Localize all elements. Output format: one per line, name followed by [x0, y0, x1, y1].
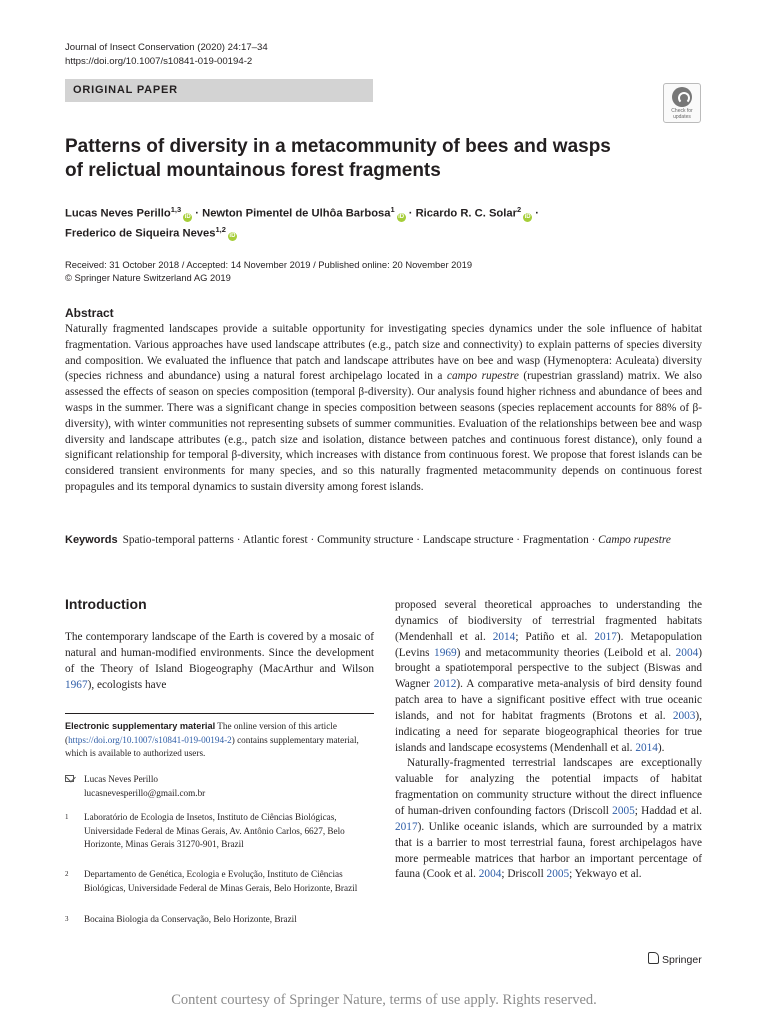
citation-link[interactable]: 2004 [675, 646, 699, 659]
citation-link[interactable]: 1967 [65, 678, 88, 691]
citation-link[interactable]: 2017 [395, 820, 418, 833]
check-updates-icon [672, 87, 692, 107]
doi-link[interactable]: https://doi.org/10.1007/s10841-019-00194-2 [65, 56, 253, 67]
journal-info [65, 41, 268, 69]
paragraph [395, 598, 702, 756]
keywords-label: Keywords [65, 534, 118, 546]
citation-link[interactable]: 2017 [594, 630, 617, 643]
affiliation-text: Laboratório de Ecologia de Insetos, Instituto de Ciências Biológicas, Universidade Federal de Minas Gerais, Av. Antônio Carlos, 6627, Belo Horizonte, Minas Gerais 31270-901, Brazil [84, 812, 345, 849]
paper-title: Patterns of diversity in a metacommunity of bees and wasps of relictual mountainous forest fragments [65, 136, 611, 181]
keywords-italic: Campo rupestre [598, 534, 671, 546]
author-list [65, 202, 625, 241]
esm-doi-link[interactable]: https://doi.org/10.1007/s10841-019-00194-2 [68, 734, 232, 745]
affiliation-number: 2 [65, 870, 69, 878]
orcid-icon[interactable]: iD [229, 233, 236, 240]
body-text: ). Metapopulation (Levins [395, 630, 702, 659]
publisher-name: Springer [662, 954, 702, 966]
author-name[interactable]: Frederico de Siqueira Neves [65, 227, 216, 240]
paragraph [395, 756, 702, 883]
footnote-divider [65, 713, 374, 714]
affiliation-1 [65, 811, 374, 867]
introduction-heading: Introduction [65, 596, 147, 612]
author-name[interactable]: Newton Pimentel de Ulhôa Barbosa [202, 207, 391, 220]
body-text: ; Patiño et al. [515, 630, 595, 643]
body-text: ; Haddad et al. [634, 804, 702, 817]
body-text: The contemporary landscape of the Earth is covered by a mosaic of natural and human-modified environments. Since the development of the Theory of Island Biogeography (MacArthur and Wilson [65, 631, 374, 675]
author-affiliation: 1,3 [170, 205, 182, 214]
orcid-icon[interactable]: iD [184, 213, 191, 220]
author-name[interactable]: Ricardo R. C. Solar [415, 207, 517, 220]
affiliation-text: Bocaina Biologia da Conservação, Belo Horizonte, Brazil [84, 914, 297, 924]
contact-email[interactable]: lucasnevesperillo@gmail.com.br [84, 787, 206, 798]
contact-name: Lucas Neves Perillo [84, 774, 158, 784]
body-text: ). [657, 741, 665, 754]
check-updates-label: Check for updates [671, 108, 693, 120]
keywords-text: Spatio-temporal patterns · Atlantic forest · Community structure · Landscape structure · Fragmentation · [122, 534, 599, 546]
esm-text: ) contains supplementary material, which is available to authorized users. [65, 734, 359, 758]
body-text: ), indicating a need for separate biogeographical theories for true islands and landscape ecosystems (Mendenhall et al. [395, 709, 702, 754]
affiliation-2 [65, 868, 374, 910]
body-text: ; Yekwayo et al. [569, 868, 642, 881]
body-text: ). A comparative meta-analysis of bird density found patch area to have a significant positive effect with true oceanic islands, and not for habitat fragments (Brotons et al. [395, 678, 702, 722]
springer-horse-icon [648, 952, 659, 964]
citation-link[interactable]: 2003 [672, 709, 696, 722]
footer-notice: Content courtesy of Springer Nature, terms of use apply. Rights reserved. [171, 992, 597, 1008]
author-separator: · [192, 207, 203, 220]
orcid-icon[interactable]: iD [524, 213, 531, 220]
affiliation-number: 3 [65, 915, 69, 923]
author-affiliation: 1 [390, 205, 395, 214]
supplementary-note [65, 720, 374, 761]
citation-link[interactable]: 1969 [434, 646, 457, 659]
abstract-heading: Abstract [65, 306, 114, 320]
orcid-icon[interactable]: iD [398, 213, 405, 220]
esm-text: The online version of this article ( [65, 721, 337, 745]
esm-label: Electronic supplementary material [65, 721, 216, 731]
copyright-notice: © Springer Nature Switzerland AG 2019 [65, 272, 231, 283]
body-text: Naturally-fragmented terrestrial landscapes are exceptionally valuable for analyzing the potential impacts of habitat fragmentation on community structure without the direct influence of human-driven confounding factors (Driscoll [395, 757, 702, 817]
publication-dates [65, 258, 472, 284]
introduction-right-column [395, 598, 702, 883]
body-text: ). Unlike oceanic islands, which are surrounded by a matrix that is a barrier to most terrestrial fauna, forest archipelagos have more permeable matrices that harbor an important percentage of fauna (Cook et al. [395, 820, 702, 881]
springer-logo [648, 952, 702, 966]
body-text: ), ecologists have [87, 678, 167, 691]
citation-link[interactable]: 2005 [546, 868, 570, 881]
author-affiliation: 2 [516, 205, 522, 214]
article-type-banner: ORIGINAL PAPER [65, 79, 373, 102]
affiliation-3 [65, 913, 374, 929]
citation-link[interactable]: 2012 [433, 678, 457, 691]
abstract-italic-term: campo rupestre [446, 370, 519, 383]
body-text: ) brought a spatiotemporal perspective to the subject (Biswas and Wagner [395, 646, 702, 691]
author-name[interactable]: Lucas Neves Perillo [65, 207, 171, 220]
citation-link[interactable]: 2014 [635, 741, 658, 754]
affiliation-text: Departamento de Genética, Ecologia e Evolução, Instituto de Ciências Biológicas, Universidade Federal de Minas Gerais, Belo Horizonte, Brazil [84, 869, 358, 893]
history-dates: Received: 31 October 2018 / Accepted: 14 November 2019 / Published online: 20 November 2019 [65, 259, 473, 270]
author-separator: · [405, 207, 416, 220]
corresponding-author [65, 773, 374, 803]
body-text: proposed several theoretical approaches to understanding the dynamics of biodiversity of terrestrial fragmented habitats (Mendenhall et al. [395, 599, 702, 643]
citation-link[interactable]: 2004 [478, 868, 502, 881]
body-text: ) and metacommunity theories (Leibold et al. [456, 646, 676, 659]
abstract-body [65, 322, 702, 496]
citation-link[interactable]: 2014 [492, 630, 516, 643]
abstract-text: (rupestrian grassland) matrix. We also assessed the effects of season on species composition (temporal β-diversity). Our analysis found higher richness and abundance of bees and wasps in the summer. There was a significant change in species composition between seasons (species replacement accounts for 88% of β-diversity), with winter communities not representing subsets of summer communities. Evaluation of the relationships between bee and wasp diversity and landscape attributes (e.g., patch size and isolation, distance between patches and continuous forest distance), only found a significant relationship for temporal β-diversity, which increases with distance from continuous forest. We propose that forest islands can be considered transient environments for many species, and so this naturally fragmented metacommunity depends on continuous forest propagules and its temporal dynamics to sustain diversity among forest islands. [65, 370, 703, 493]
citation-link[interactable]: 2005 [612, 804, 635, 817]
envelope-icon [65, 775, 74, 782]
author-separator: · [532, 207, 539, 220]
check-for-updates-badge[interactable] [663, 83, 701, 123]
journal-citation: Journal of Insect Conservation (2020) 24:17–34 [65, 42, 268, 53]
author-affiliation: 1,2 [215, 224, 226, 234]
keywords [65, 533, 702, 549]
introduction-left-column [65, 630, 374, 693]
abstract-text: Naturally fragmented landscapes provide a suitable opportunity for investigating species dynamics under the sole influence of habitat fragmentation. Various approaches have used landscape attributes (e.g., patch size and connectivity) to explain patterns of species diversity and composition. We evaluated the influence that patch and landscape attributes have on bee and wasp (Hymenoptera: Aculeata) diversity (species richness and abundance) using a natural forest archipelago located in a [65, 323, 702, 383]
body-text: ; Driscoll [501, 868, 547, 881]
affiliation-number: 1 [65, 813, 69, 821]
